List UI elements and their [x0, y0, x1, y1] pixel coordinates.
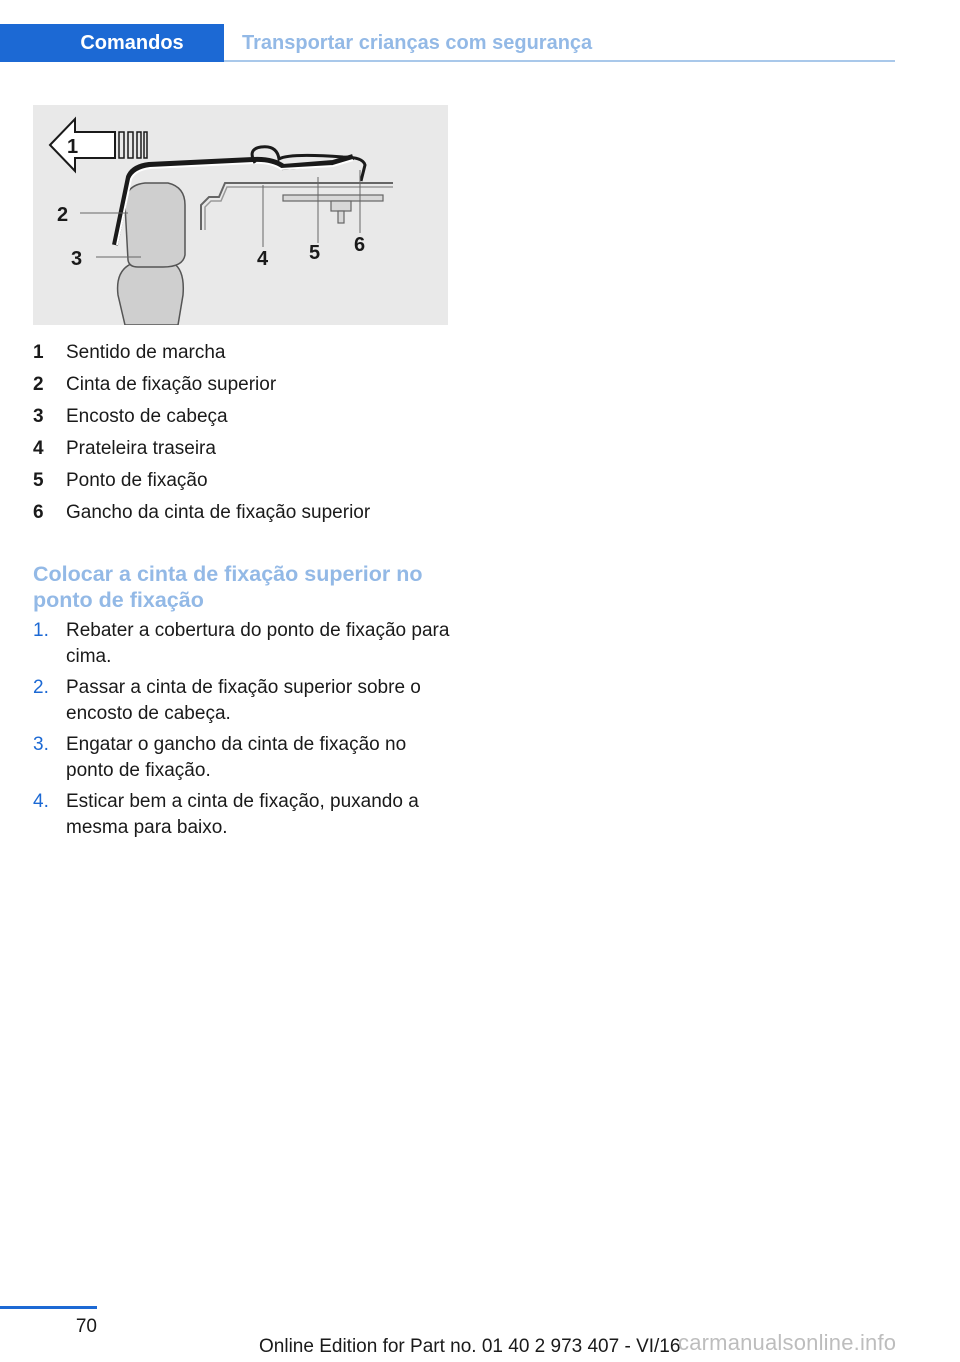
callout-5: 5 [309, 242, 321, 264]
legend-text: Encosto de cabeça [66, 406, 228, 427]
step-item [33, 618, 453, 670]
legend-item [33, 401, 453, 433]
step-item [33, 732, 453, 784]
legend-number: 6 [33, 502, 44, 523]
instruction-steps [33, 618, 453, 846]
rear-shelf [201, 183, 393, 230]
callout-1: 1 [67, 136, 79, 158]
legend-text: Cinta de fixação superior [66, 374, 277, 395]
legend-number: 3 [33, 406, 44, 427]
callout-6: 6 [354, 234, 366, 256]
step-number: 1. [33, 620, 49, 641]
legend-number: 4 [33, 438, 44, 459]
diagram-illustration [33, 105, 448, 325]
legend-item [33, 433, 453, 465]
legend-item [33, 497, 453, 529]
legend-item [33, 369, 453, 401]
legend-text: Ponto de fixação [66, 470, 208, 491]
head-restraint [125, 183, 185, 267]
tab-comandos[interactable]: Comandos [0, 24, 224, 62]
legend-text: Gancho da cinta de fixação superior [66, 502, 371, 523]
step-text: Engatar o gancho da cinta de fixação no ponto de fixação. [66, 734, 407, 781]
callout-3: 3 [71, 248, 83, 270]
page-header [0, 24, 895, 62]
step-text: Esticar bem a cinta de fixação, puxando a mesma para baixo. [66, 791, 419, 838]
legend-number: 5 [33, 470, 44, 491]
edition-footer: Online Edition for Part no. 01 40 2 973 407 - VI/16 [259, 1336, 681, 1357]
figure-legend [33, 337, 453, 529]
page-number: 70 [75, 1316, 97, 1337]
section-title: Colocar a cinta de fixação superior no ponto de fixação [33, 562, 423, 612]
step-item [33, 789, 453, 841]
legend-number: 1 [33, 342, 44, 363]
callout-4: 4 [257, 248, 269, 270]
legend-number: 2 [33, 374, 44, 395]
legend-text: Sentido de marcha [66, 342, 226, 363]
legend-text: Prateleira traseira [66, 438, 216, 459]
page-number-bar [0, 1306, 97, 1309]
tether-strap-diagram [33, 105, 448, 325]
callout-2: 2 [57, 204, 69, 226]
step-item [33, 675, 453, 727]
legend-item [33, 465, 453, 497]
step-number: 3. [33, 734, 49, 755]
seat-back [118, 263, 184, 325]
watermark: carmanualsonline.info [678, 1330, 897, 1355]
step-text: Rebater a cobertura do ponto de fixação para cima. [66, 620, 450, 667]
direction-arrow-icon [50, 119, 115, 171]
step-text: Passar a cinta de fixação superior sobre o encosto de cabeça. [66, 677, 421, 724]
step-number: 4. [33, 791, 49, 812]
tab-child-safety[interactable]: Transportar crianças com segurança [242, 32, 593, 54]
step-number: 2. [33, 677, 49, 698]
legend-item [33, 337, 453, 369]
